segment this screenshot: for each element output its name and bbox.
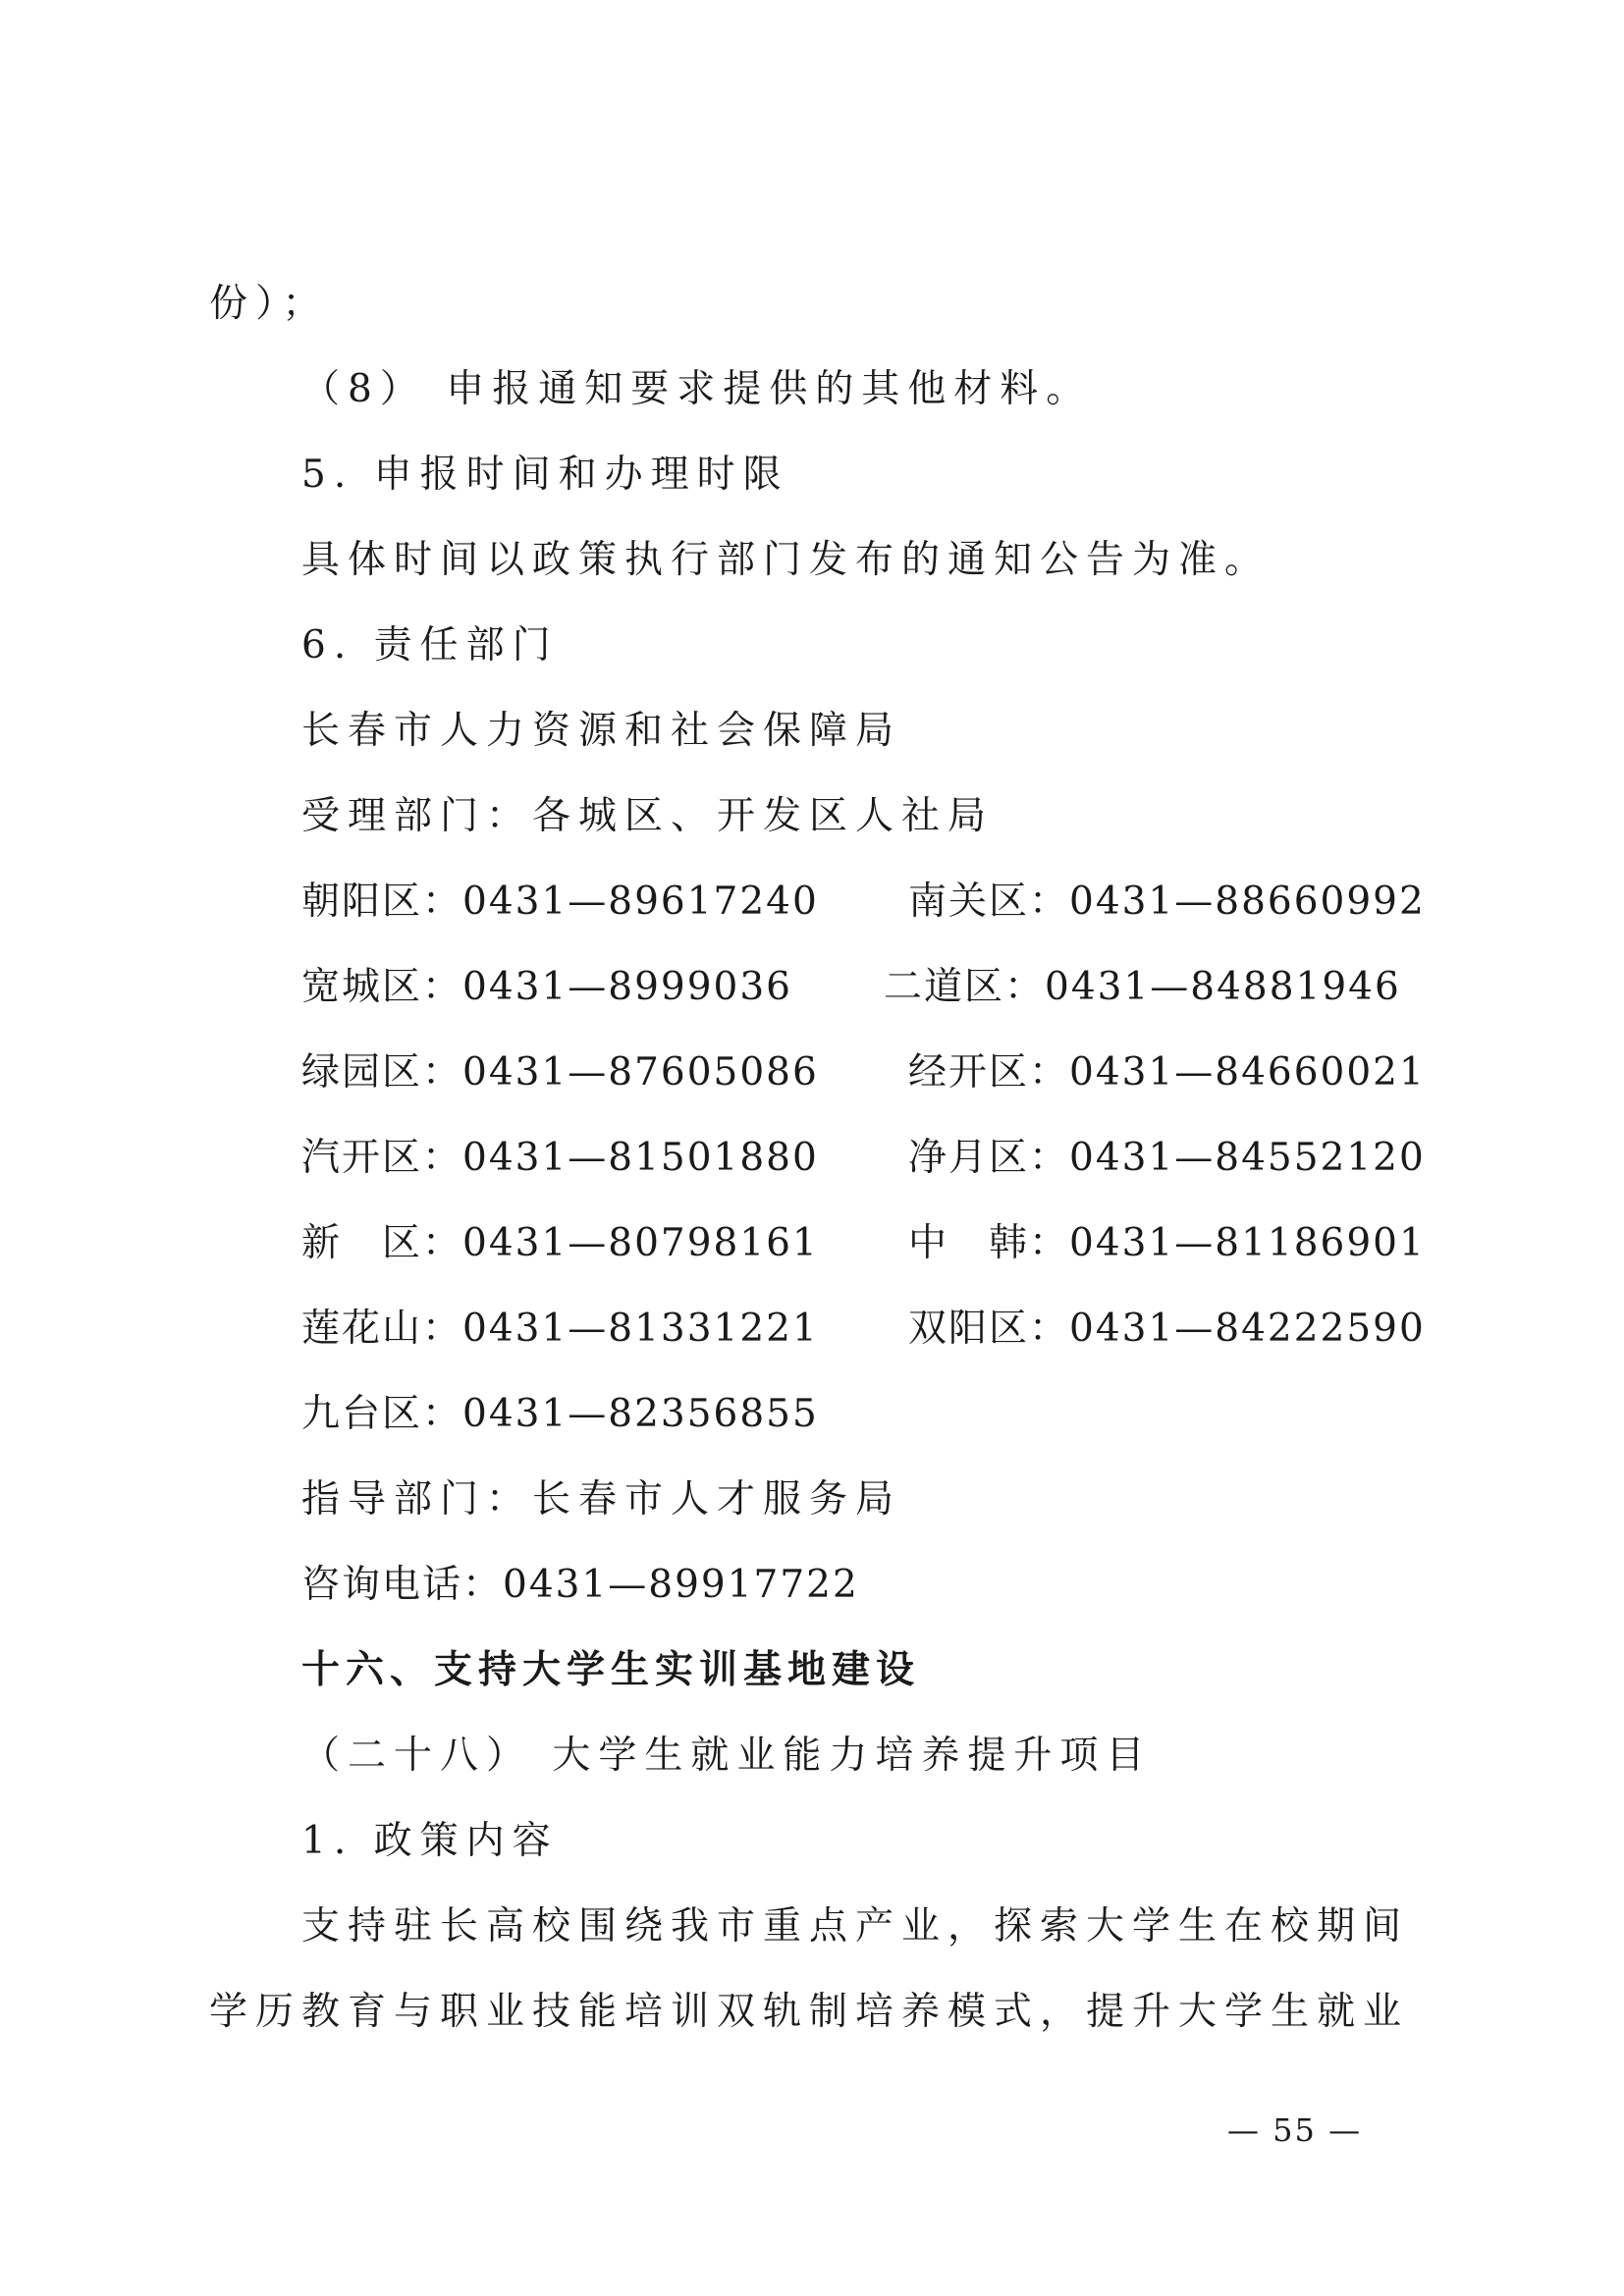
- paragraph-line: 学历教育与职业技能培训双轨制培养模式，提升大学生就业: [209, 1990, 1410, 2034]
- contact-phone: 朝阳区：0431—89617240: [301, 880, 819, 924]
- text-line: 指导部门：长春市人才服务局: [301, 1477, 902, 1522]
- contact-phone: 二道区：0431—84881946: [884, 965, 1401, 1009]
- item-heading: （二十八） 大学生就业能力培养提升项目: [301, 1734, 1153, 1778]
- paragraph-line: 支持驻长高校围绕我市重点产业，探索大学生在校期间: [301, 1904, 1410, 1949]
- section-heading: 5. 申报时间和办理时限: [301, 453, 789, 497]
- chapter-heading: 十六、支持大学生实训基地建设: [301, 1648, 921, 1692]
- text-line: 受理部门：各城区、开发区人社局: [301, 794, 995, 838]
- contact-phone: 中 韩：0431—81186901: [908, 1221, 1426, 1265]
- contact-phone: 新 区：0431—80798161: [301, 1221, 819, 1265]
- contact-phone: 汽开区：0431—81501880: [301, 1136, 819, 1180]
- contact-phone: 宽城区：0431—8999036: [301, 965, 792, 1009]
- text-line: 份）；: [209, 282, 329, 326]
- section-heading: 6. 责任部门: [301, 623, 559, 667]
- text-line: 具体时间以政策执行部门发布的通知公告为准。: [301, 538, 1272, 582]
- consult-phone: 咨询电话：0431—89917722: [301, 1563, 859, 1607]
- contact-phone: 南关区：0431—88660992: [908, 880, 1426, 924]
- contact-phone: 净月区：0431—84552120: [908, 1136, 1426, 1180]
- page-number: — 55 —: [1227, 2111, 1363, 2149]
- section-heading: 1. 政策内容: [301, 1819, 559, 1863]
- contact-phone: 莲花山：0431—81331221: [301, 1307, 819, 1351]
- contact-phone: 九台区：0431—82356855: [301, 1392, 819, 1436]
- text-line: 长春市人力资源和社会保障局: [301, 709, 902, 753]
- contact-phone: 绿园区：0431—87605086: [301, 1050, 819, 1095]
- contact-phone: 双阳区：0431—84222590: [908, 1307, 1426, 1351]
- text-line: （8） 申报通知要求提供的其他材料。: [301, 367, 1093, 411]
- contact-phone: 经开区：0431—84660021: [908, 1050, 1426, 1095]
